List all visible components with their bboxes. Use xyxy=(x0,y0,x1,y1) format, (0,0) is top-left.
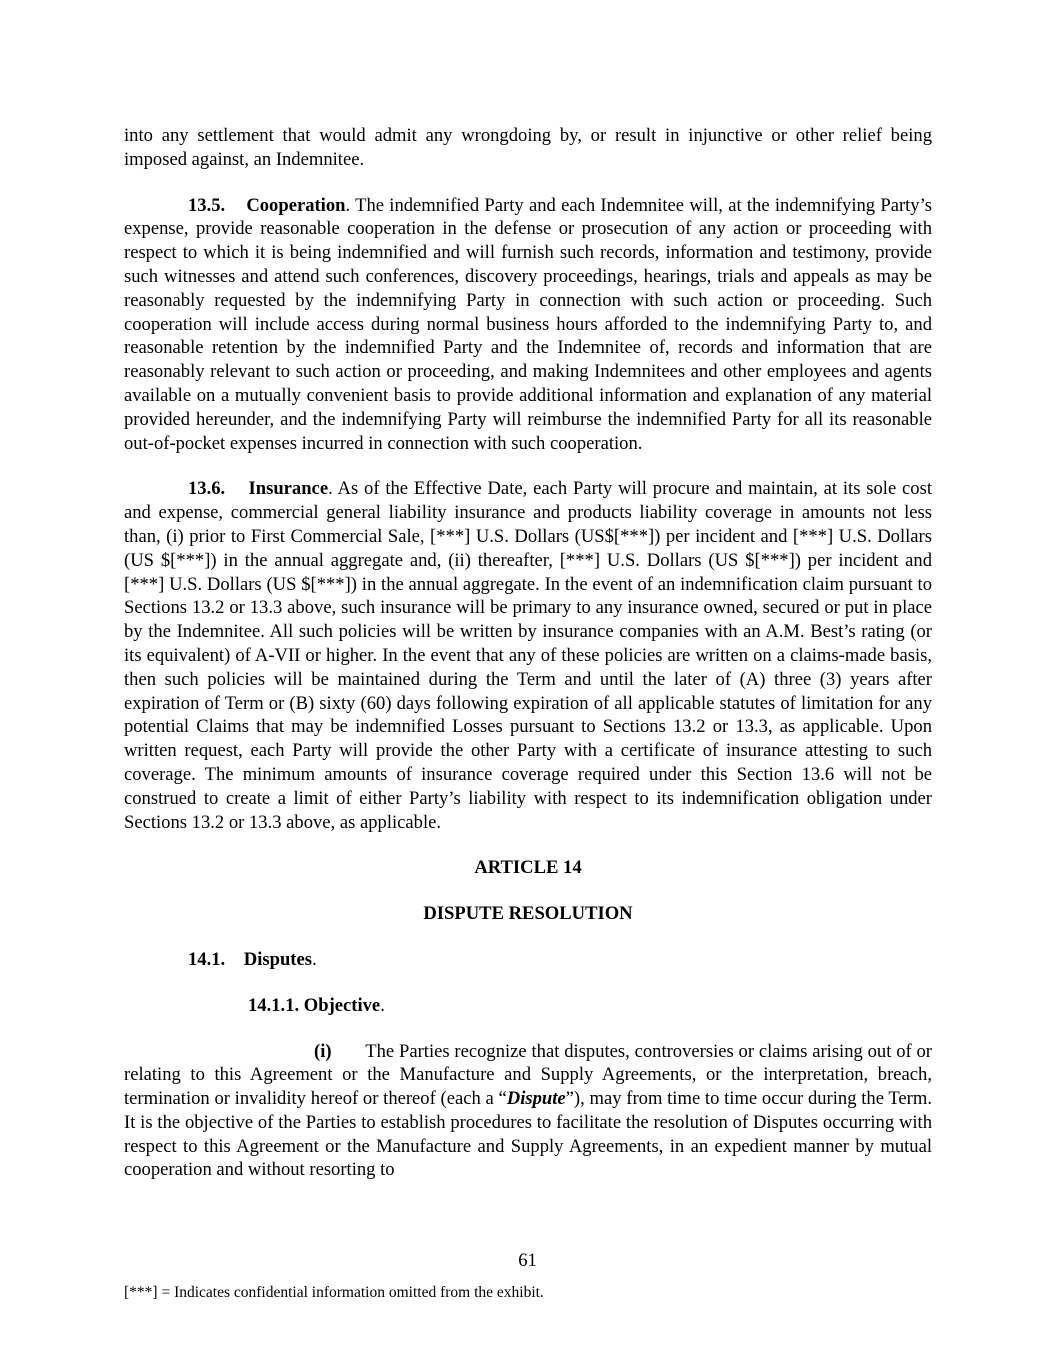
section-13-6-title: Insurance xyxy=(248,478,329,500)
confidentiality-footnote: [***] = Indicates confidential information omitted from the exhibit. xyxy=(124,1284,544,1301)
section-13-5 xyxy=(124,194,932,456)
article-heading: ARTICLE 14 xyxy=(474,857,582,879)
section-14-1-heading xyxy=(124,948,932,972)
section-14-1-title: Disputes xyxy=(243,948,312,970)
intro-paragraph: into any settlement that would admit any wrongdoing by, or result in injunctive or other relief being imposed against, an Indemnitee. xyxy=(124,125,932,170)
clause-i-text-a: The Parties recognize that disputes, controversies or claims arising out of or relating to this Agreement or the Manufacture and Supply Agreements, or the interpretation, breach, termination or invalidity hereof or thereof (each a “ xyxy=(124,1040,932,1110)
section-14-1-1-title: 14.1.1. Objective xyxy=(248,994,381,1016)
section-13-6-number: 13.6. xyxy=(188,478,226,500)
clause-i xyxy=(124,1040,932,1183)
article-title: DISPUTE RESOLUTION xyxy=(423,903,633,925)
section-13-6-text: . As of the Effective Date, each Party will procure and maintain, at its sole cost and expense, commercial general liability insurance and products liability coverage in amounts not less than, (i) prior to First Commercial Sale, [***] U.S. Dollars (US$[***]) per incident and [***] U.S. Dollars (US $[***]) in the annual aggregate and, (ii) thereafter, [***] U.S. Dollars (US $[***]) per incident and [***] U.S. Dollars (US $[***]) in the annual aggregate. In the event of an indemnification claim pursuant to Sections 13.2 or 13.3 above, such insurance will be primary to any insurance owned, secured or put in place by the Indemnitee. All such policies will be written by insurance companies with an A.M. Best’s rating (or its equivalent) of A-VII or higher. In the event that any of these policies are written on a claims-made basis, then such policies will be maintained during the Term and until the later of (A) three (3) years after expiration of Term or (B) sixty (60) days following expiration of all applicable statutes of limitation for any potential Claims that may be indemnified Losses pursuant to Sections 13.2 or 13.3, as applicable. Upon written request, each Party will provide the other Party with a certificate of insurance attesting to such coverage. The minimum amounts of insurance coverage required under this Section 13.6 will not be construed to create a limit of either Party’s liability with respect to its indemnification obligation under Sections 13.2 or 13.3 above, as applicable. xyxy=(124,478,933,833)
clause-i-label: (i) xyxy=(314,1040,332,1062)
section-14-1-number: 14.1. xyxy=(188,948,226,970)
clause-i-text-b: ”), may from time to time occur during the Term. It is the objective of the Parties to establish procedures to facilitate the resolution of Disputes occurring with respect to this Agreement or the Manufacture and Supply Agreements, in an expedient manner by mutual cooperation and without resorting to xyxy=(124,1088,932,1181)
section-13-5-title: Cooperation xyxy=(246,194,346,216)
section-13-5-text: . The indemnified Party and each Indemnitee will, at the indemnifying Party’s expense, provide reasonable cooperation in the defense or prosecution of any action or proceeding with respect to which it is being indemnified and will furnish such records, information and testimony, provide such witnesses and attend such conferences, discovery proceedings, hearings, trials and appeals as may be reasonably requested by the indemnifying Party in connection with such action or proceeding. Such cooperation will include access during normal business hours afforded to the indemnifying Party to, and reasonable retention by the indemnified Party and the Indemnitee of, records and information that are reasonably relevant to such action or proceeding, and making Indemnitees and other employees and agents available on a mutually convenient basis to provide additional information and explanation of any material provided hereunder, and the indemnifying Party will reimburse the indemnified Party for all its reasonable out-of-pocket expenses incurred in connection with such cooperation. xyxy=(124,194,933,454)
defined-term-dispute: Dispute xyxy=(506,1088,566,1110)
page-number: 61 xyxy=(518,1250,537,1271)
section-13-5-number: 13.5. xyxy=(188,194,226,216)
section-13-6 xyxy=(124,477,932,834)
section-14-1-1-heading xyxy=(124,994,932,1018)
section-14-1-1-punct: . xyxy=(380,994,385,1016)
document-body xyxy=(124,124,932,1182)
section-14-1-punct: . xyxy=(311,948,317,970)
